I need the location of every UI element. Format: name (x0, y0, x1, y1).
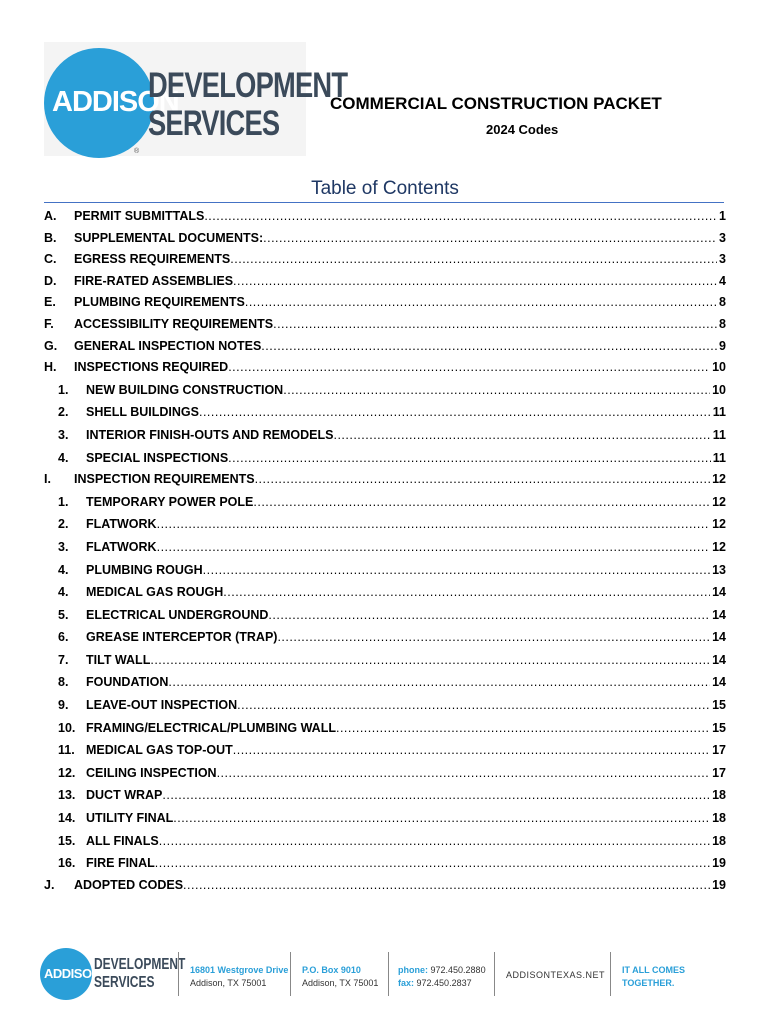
toc-entry-page: 17 (712, 743, 726, 758)
toc-entry[interactable] (44, 357, 726, 379)
toc-dot-leader (333, 424, 710, 447)
toc-dot-leader (230, 249, 717, 271)
toc-dot-leader (223, 581, 710, 604)
toc-entry-page: 14 (712, 607, 726, 622)
footer-logo-word-development: DEVELOPMENT (94, 956, 186, 973)
toc-subentry[interactable] (44, 604, 726, 627)
toc-subentry[interactable] (44, 671, 726, 694)
toc-entry-number: 16. (58, 856, 76, 871)
toc-subentry[interactable] (44, 536, 726, 559)
toc-entry-number: G. (44, 338, 58, 353)
footer-logo-word-services: SERVICES (94, 974, 155, 991)
toc-dot-leader (253, 491, 710, 514)
toc-entry-label: SHELL BUILDINGS (86, 405, 199, 420)
toc-entry-number: 8. (58, 675, 69, 690)
logo-word-addison: ADDISON (52, 86, 179, 118)
toc-dot-leader (283, 379, 710, 402)
toc-dot-leader (155, 852, 710, 875)
toc-dot-leader (199, 401, 711, 424)
logo-word-development: DEVELOPMENT (148, 66, 348, 105)
toc-entry-label: EGRESS REQUIREMENTS (74, 252, 231, 267)
footer-website-link[interactable]: ADDISONTEXAS.NET (506, 970, 606, 980)
toc-entry-page: 12 (712, 494, 726, 509)
toc-dot-leader (228, 357, 710, 379)
toc-entry-number: A. (44, 209, 57, 223)
toc-entry-number: 6. (58, 630, 69, 645)
document-title: COMMERCIAL CONSTRUCTION PACKET (330, 94, 662, 113)
toc-dot-leader (157, 536, 711, 559)
toc-entry-label: INSPECTION REQUIREMENTS (74, 472, 255, 487)
toc-entry[interactable] (44, 875, 726, 897)
toc-entry-number: 1. (58, 382, 69, 397)
toc-entry-page: 3 (719, 252, 726, 267)
footer-po-box-line2: Addison, TX 75001 (302, 978, 379, 988)
footer-contact (398, 964, 486, 990)
toc-entry-number: 2. (58, 405, 69, 420)
toc-dot-leader (263, 228, 717, 250)
toc-subentry[interactable] (44, 694, 726, 717)
footer-address-line1: 16801 Westgrove Drive (190, 965, 289, 975)
toc-entry-page: 12 (712, 472, 726, 487)
toc-entry-number: D. (44, 273, 57, 288)
logo-word-services: SERVICES (148, 104, 280, 143)
toc-subentry[interactable] (44, 424, 726, 447)
toc-entry-number: 2. (58, 517, 69, 532)
toc-entry-page: 18 (712, 811, 726, 826)
toc-entry-number: E. (44, 295, 56, 310)
toc-entry-label: INSPECTIONS REQUIRED (74, 360, 229, 375)
toc-entry-page: 19 (712, 856, 726, 871)
toc-entry-label: TILT WALL (86, 652, 151, 667)
toc-dot-leader (273, 314, 717, 336)
toc-subentry[interactable] (44, 762, 726, 785)
toc-subentry[interactable] (44, 830, 726, 853)
toc-subentry[interactable] (44, 559, 726, 582)
footer-po-box (302, 964, 378, 990)
addison-logo (44, 42, 348, 156)
toc-entry-page: 8 (719, 316, 726, 331)
toc-entry-page: 12 (712, 539, 726, 554)
toc-entry-page: 15 (712, 698, 726, 713)
logo-circle (44, 48, 179, 158)
toc-entry-page: 14 (712, 652, 726, 667)
toc-entry-label: GENERAL INSPECTION NOTES (74, 338, 262, 353)
toc-dot-leader (268, 604, 710, 627)
toc-dot-leader (237, 694, 710, 717)
toc-entry-label: INTERIOR FINISH-OUTS AND REMODELS (86, 427, 334, 442)
toc-dot-leader (336, 717, 710, 740)
footer-phone-label: phone: (398, 965, 428, 975)
footer-divider (610, 952, 611, 996)
toc-entry-label: FIRE-RATED ASSEMBLIES (74, 273, 234, 288)
document-subtitle: 2024 Codes (486, 122, 559, 137)
toc-subentry[interactable] (44, 717, 726, 740)
toc-subentry[interactable] (44, 401, 726, 424)
toc-dot-leader (173, 807, 710, 830)
toc-entry-number: 15. (58, 833, 76, 848)
toc-entry-number: 4. (58, 585, 69, 600)
toc-entry-number: 12. (58, 765, 76, 780)
footer-logo-circle (40, 948, 101, 1000)
toc-entry-page: 14 (712, 585, 726, 600)
toc-entry-page: 4 (719, 273, 726, 288)
footer-tagline (622, 964, 685, 990)
toc-entry-number: 11. (58, 743, 75, 758)
toc-entry-page: 15 (712, 720, 726, 735)
footer-address (190, 964, 288, 990)
toc-dot-leader (168, 671, 710, 694)
footer-divider (494, 952, 495, 996)
toc-entry-label: PLUMBING ROUGH (86, 562, 203, 577)
toc-subentry[interactable] (44, 581, 726, 604)
toc-entry-page: 10 (712, 382, 726, 397)
toc-entry-page: 1 (719, 209, 726, 223)
footer-tagline-line1: IT ALL COMES (622, 965, 685, 975)
toc-subentry[interactable] (44, 739, 726, 762)
toc-entry-label: ALL FINALS (86, 833, 159, 848)
toc-entry-page: 8 (719, 295, 726, 310)
toc-subentry[interactable] (44, 491, 726, 514)
toc-entry-page: 10 (712, 360, 726, 375)
toc-entry-label: ADOPTED CODES (74, 877, 184, 892)
footer-tagline-line2: TOGETHER. (622, 978, 675, 988)
toc-entry-label: GREASE INTERCEPTOR (TRAP) (86, 630, 278, 645)
toc-entry[interactable] (44, 292, 726, 314)
toc-dot-leader (233, 271, 717, 293)
toc-entry-label: DUCT WRAP (86, 788, 163, 803)
toc-entry-number: 3. (58, 427, 69, 442)
toc-entry-number: 3. (58, 539, 69, 554)
toc-entry-number: 13. (58, 788, 76, 803)
toc-entry-page: 18 (712, 788, 726, 803)
toc-dot-leader (159, 830, 710, 853)
toc-entry-label: FLATWORK (86, 517, 157, 532)
toc-entry-label: CEILING INSPECTION (86, 765, 217, 780)
footer-fax: 972.450.2837 (416, 978, 472, 988)
toc-entry-number: H. (44, 360, 57, 375)
logo-registered-mark: ® (134, 148, 140, 155)
table-of-contents (44, 206, 726, 896)
toc-entry-page: 9 (719, 338, 726, 353)
footer-fax-label: fax: (398, 978, 415, 988)
toc-dot-leader (162, 784, 710, 807)
page-footer (40, 946, 740, 1002)
toc-entry-label: UTILITY FINAL (86, 811, 174, 826)
toc-entry-number: 5. (58, 607, 69, 622)
toc-subentry[interactable] (44, 513, 726, 536)
toc-entry-page: 17 (712, 765, 726, 780)
footer-divider (178, 952, 179, 996)
toc-entry-label: SPECIAL INSPECTIONS (86, 450, 229, 465)
toc-entry-page: 14 (712, 630, 726, 645)
toc-entry-label: FOUNDATION (86, 675, 169, 690)
toc-entry-page: 11 (712, 405, 726, 420)
toc-entry-label: PLUMBING REQUIREMENTS (74, 295, 245, 310)
toc-entry-label: TEMPORARY POWER POLE (86, 494, 254, 509)
toc-subentry[interactable] (44, 447, 726, 470)
toc-entry-number: B. (44, 230, 57, 245)
toc-dot-leader (203, 559, 710, 582)
toc-entry-number: 4. (58, 562, 69, 577)
toc-dot-leader (183, 875, 710, 897)
toc-entry-page: 12 (712, 517, 726, 532)
toc-dot-leader (157, 513, 711, 536)
toc-heading-rule (44, 202, 724, 203)
toc-entry-label: MEDICAL GAS TOP-OUT (86, 743, 233, 758)
toc-dot-leader (277, 626, 710, 649)
toc-entry-number: 14. (58, 811, 76, 826)
toc-dot-leader (233, 739, 710, 762)
toc-entry-label: NEW BUILDING CONSTRUCTION (86, 382, 284, 397)
toc-entry-label: ACCESSIBILITY REQUIREMENTS (74, 316, 274, 331)
toc-subentry[interactable] (44, 379, 726, 402)
toc-dot-leader (217, 762, 711, 785)
toc-dot-leader (245, 292, 717, 314)
footer-address-line2: Addison, TX 75001 (190, 978, 267, 988)
footer-po-box-line1: P.O. Box 9010 (302, 965, 361, 975)
toc-entry-label: FLATWORK (86, 539, 157, 554)
footer-divider (290, 952, 291, 996)
toc-dot-leader (261, 336, 717, 358)
toc-subentry[interactable] (44, 807, 726, 830)
toc-entry-page: 11 (712, 427, 726, 442)
toc-dot-leader (255, 469, 711, 491)
toc-entry-label: ELECTRICAL UNDERGROUND (86, 607, 269, 622)
toc-entry-number: 10. (58, 720, 76, 735)
toc-subentry[interactable] (44, 649, 726, 672)
toc-entry-page: 14 (712, 675, 726, 690)
toc-dot-leader (204, 206, 717, 228)
toc-entry-label: MEDICAL GAS ROUGH (86, 585, 224, 600)
toc-subentry[interactable] (44, 852, 726, 875)
toc-entry-number: F. (44, 316, 54, 331)
toc-heading: Table of Contents (311, 178, 459, 199)
toc-subentry[interactable] (44, 626, 726, 649)
toc-entry[interactable] (44, 271, 726, 293)
toc-entry-label: LEAVE-OUT INSPECTION (86, 698, 238, 713)
toc-entry-page: 11 (712, 450, 726, 465)
toc-entry-number: C. (44, 252, 57, 267)
toc-entry[interactable] (44, 249, 726, 271)
toc-entry[interactable] (44, 228, 726, 250)
toc-entry-number: J. (44, 877, 55, 892)
toc-entry-label: FRAMING/ELECTRICAL/PLUMBING WALL (86, 720, 336, 735)
toc-entry-page: 19 (712, 877, 726, 892)
toc-entry-number: 4. (58, 450, 69, 465)
toc-entry-page: 13 (712, 562, 726, 577)
footer-divider (388, 952, 389, 996)
toc-entry[interactable] (44, 336, 726, 358)
toc-dot-leader (150, 649, 710, 672)
toc-dot-leader (228, 447, 711, 470)
toc-entry-number: 1. (58, 494, 69, 509)
footer-logo-word-addison: ADDISON (44, 966, 101, 981)
toc-subentry[interactable] (44, 784, 726, 807)
toc-entry-label: PERMIT SUBMITTALS (74, 209, 205, 223)
toc-entry-label: SUPPLEMENTAL DOCUMENTS: (74, 230, 264, 245)
toc-entry-page: 18 (712, 833, 726, 848)
toc-entry-page: 3 (719, 230, 726, 245)
toc-entry-number: 9. (58, 698, 69, 713)
toc-entry-number: 7. (58, 652, 69, 667)
toc-entry-label: FIRE FINAL (86, 856, 155, 871)
footer-phone[interactable]: 972.450.2880 (430, 965, 486, 975)
toc-entry-number: I. (44, 472, 51, 487)
toc-entry[interactable] (44, 469, 726, 491)
toc-entry[interactable] (44, 314, 726, 336)
toc-entry[interactable] (44, 206, 726, 228)
